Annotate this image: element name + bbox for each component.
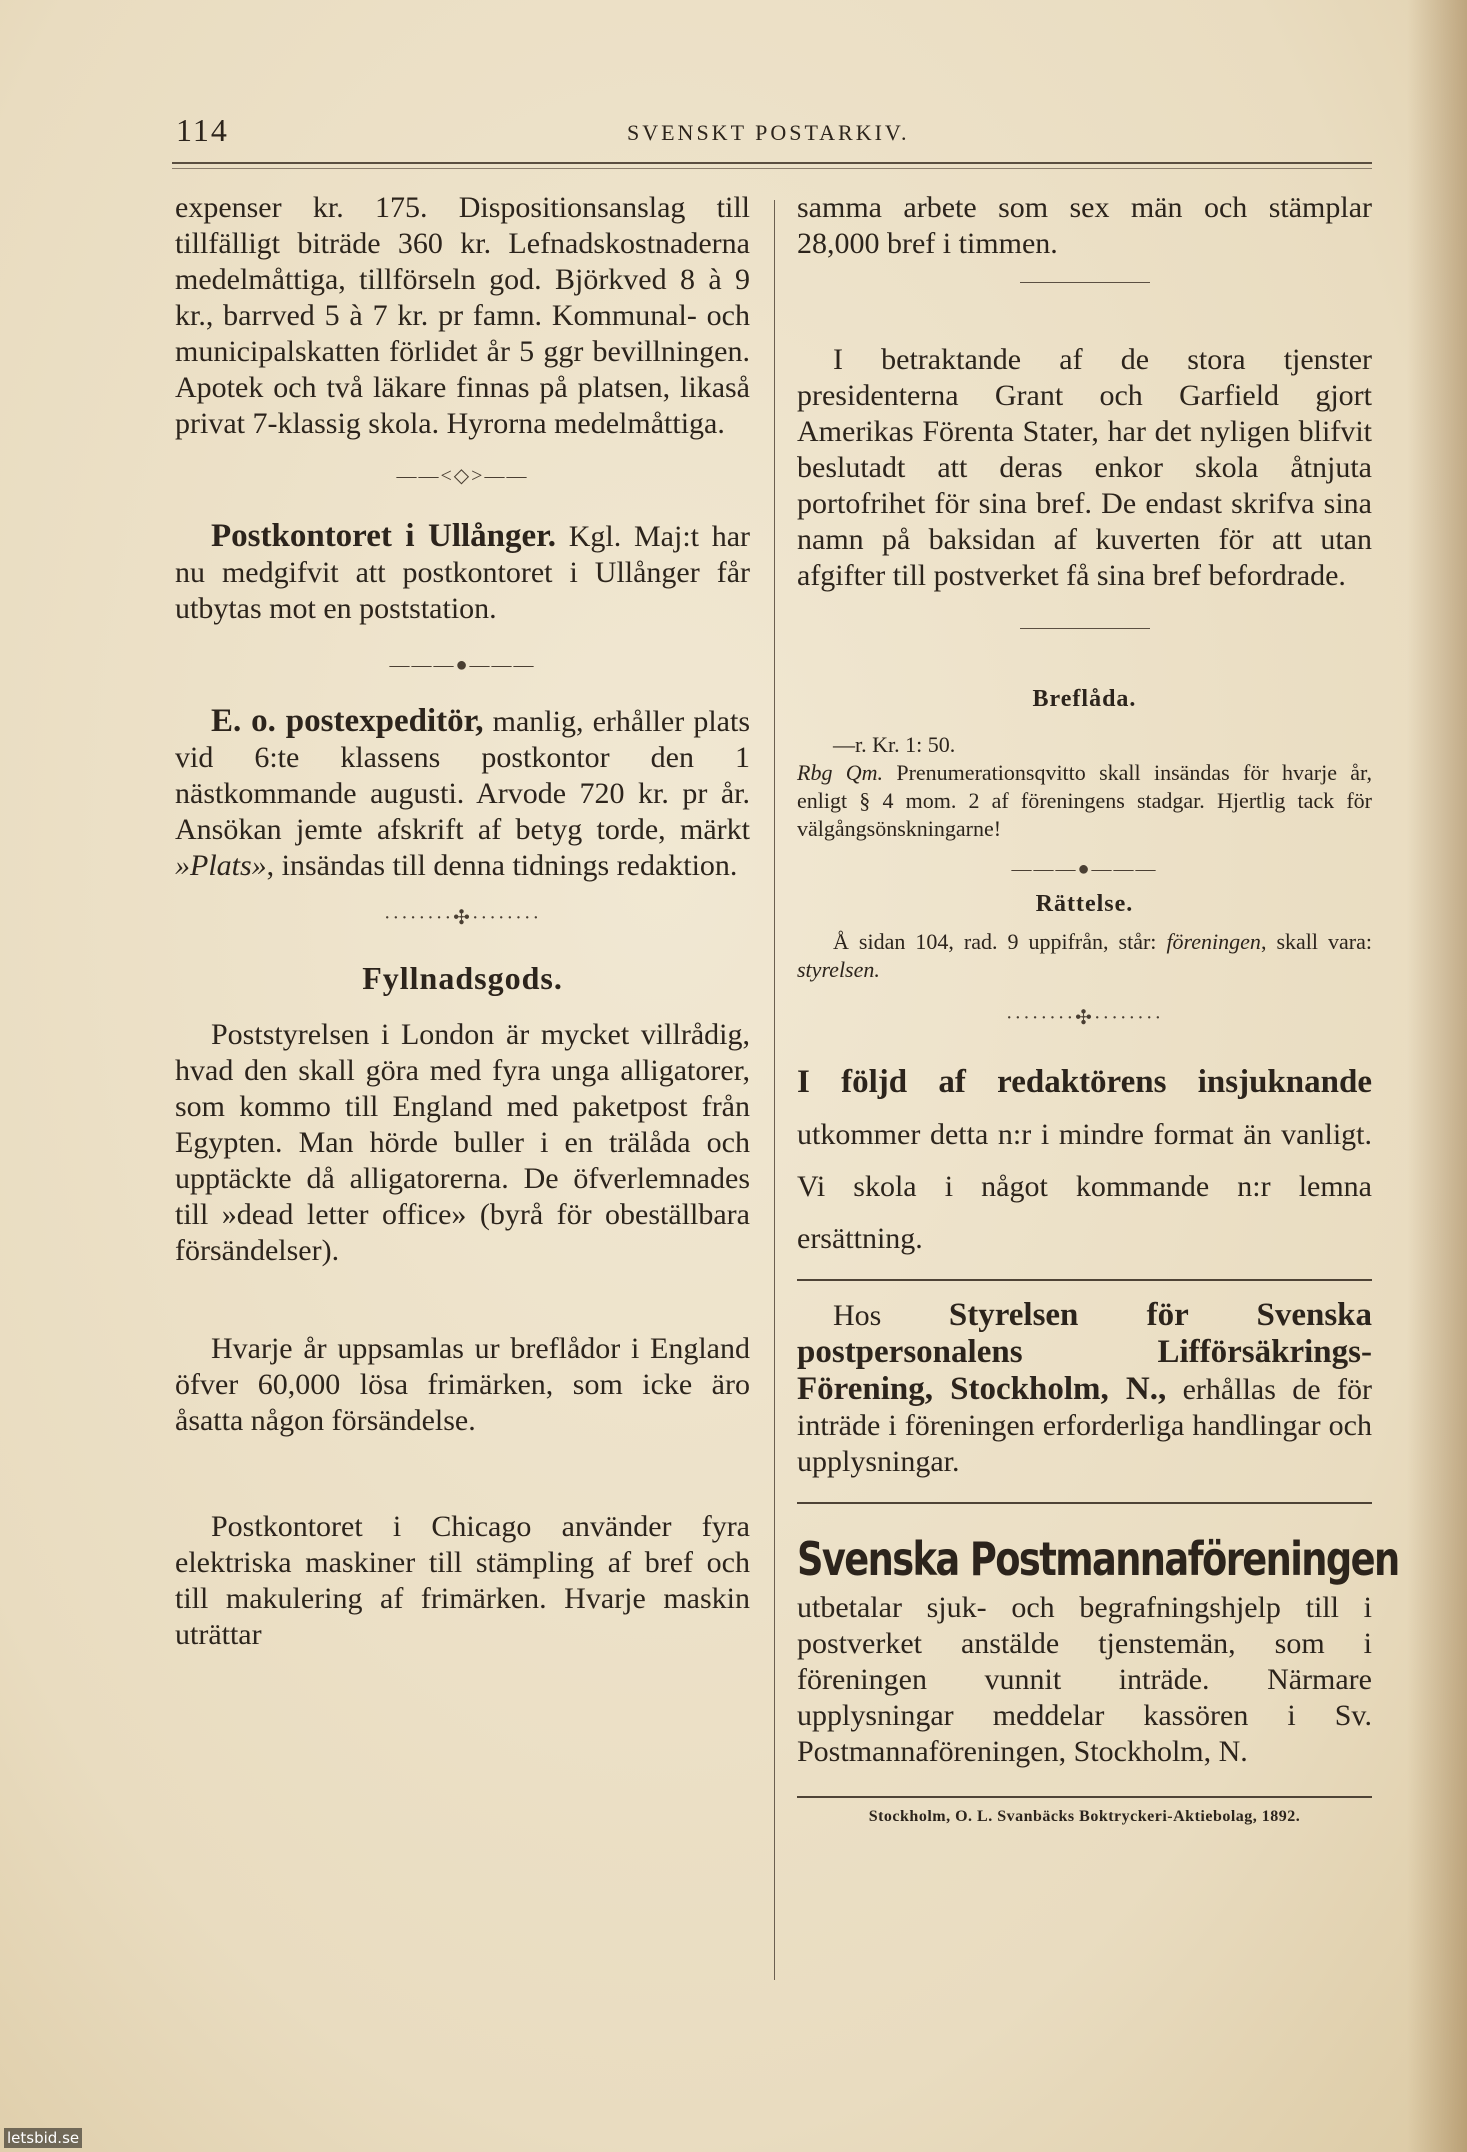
heading-fyllnadsgods: Fyllnadsgods. (362, 960, 563, 996)
header-rule-thin (172, 168, 1372, 169)
rattelse-text (797, 928, 1372, 984)
paragraph-expenses: expenser kr. 175. Dispositionsanslag till tillfälligt biträde 360 kr. Lefnadskostnaderna medelmåttiga, tillförseln god. Björkved 8 à 9 kr., barrved 5 à 7 kr. pr famn. Kommunal- och municipalskatten förlidet år 5 ggr bevillningen. Apotek och två läkare finnas på platsen, likaså privat 7-klassig skola. Hyrorna medelmåttiga. (175, 191, 750, 440)
notice-illness (797, 1056, 1372, 1265)
ornament-cross-2: ········✣········ (1005, 1007, 1164, 1029)
notice-illness-text: utkommer detta n:r i mindre format än vanligt. Vi skola i något kommande n:r lemna ersättning. (797, 1118, 1372, 1255)
column-divider (774, 200, 775, 1980)
separator-line-2 (797, 628, 1372, 678)
rule-before-hos (797, 1279, 1372, 1281)
paragraph-alligators: Poststyrelsen i London är mycket villrådig, hvad den skall göra med fyra unga alligatorer, som kommo till England med paketpost från Egypten. Man hörde buller i en trälåda och upptäckte då alligatorerna. De öfverlemnades till »dead letter office» (byrå för obeställbara försändelser). (175, 1018, 750, 1267)
article-postexpeditor-em: »Plats» (175, 849, 267, 882)
rattelse-text-b: , skall vara: (1260, 929, 1372, 954)
postmanna-text: utbetalar sjuk- och begrafningshjelp till i postverket anstälde tjenstemän, som i föreningen vunnit inträde. Närmare upplysningar meddelar kassören i Sv. Postmannaföreningen, Stockholm, N. (797, 1591, 1372, 1768)
breflada-line-1: —r. Kr. 1: 50. (833, 732, 956, 757)
notice-lifforsakring-a: Hos (833, 1299, 949, 1332)
article-postexpeditor-title: E. o. postexpeditör, (211, 703, 484, 739)
notice-illness-bold: I följd af redaktörens insjuknande (797, 1064, 1372, 1100)
page-number: 114 (176, 112, 229, 148)
paragraph-stamps: Hvarje år uppsamlas ur breflådor i England öfver 60,000 lösa frimärken, som icke äro åsatta någon försändelse. (175, 1332, 750, 1437)
breflada-rbg-label: Rbg Qm. (797, 760, 884, 785)
rattelse-em-2: styrelsen. (797, 957, 880, 982)
notice-lifforsakring-b: erhållas de för inträde i föreningen erforderliga handlingar och upplysningar. (797, 1373, 1372, 1478)
article-postexpeditor-text: manlig, erhåller plats vid 6:te klassens postkontor den 1 nästkommande augusti. Arvode 720 kr. pr år. Ansökan jemte afskrift af betyg torde, märkt (175, 705, 750, 846)
imprint: Stockholm, O. L. Svanbäcks Boktryckeri-Aktiebolag, 1892. (868, 1808, 1301, 1825)
postmanna-title-wrap (797, 1532, 1399, 1590)
breflada-rbg (797, 759, 1372, 843)
heading-breflada: Breflåda. (1032, 686, 1137, 712)
postmanna-title: Svenska Postmannaföreningen (797, 1532, 1399, 1586)
ornament-diamond: ——<◇>—— (396, 465, 529, 487)
paragraph-continuation: samma arbete som sex män och stämplar 28,000 bref i timmen. (797, 191, 1372, 260)
rule-before-postmanna (797, 1502, 1372, 1504)
page-edge-shadow (1407, 0, 1467, 2152)
rattelse-em-1: föreningen (1166, 929, 1261, 954)
paragraph-presidents: I betraktande af de stora tjenster presidenterna Grant och Garfield gjort Amerikas Förenta Stater, har det nyligen blifvit beslutadt att deras enkor skola åtnjuta portofrihet för sina bref. De endast skrifva sina namn på baksidan af kuverten för att utan afgifter till postverket få sina bref befordrade. (797, 343, 1372, 592)
notice-lifforsakring (797, 1297, 1372, 1480)
notice-lifforsakring-bold: Styrelsen för Svenska postpersonalens Lifförsäkrings-Förening, Stockholm, N., (797, 1297, 1373, 1407)
rattelse-text-a: Å sidan 104, rad. 9 uppifrån, står: (833, 929, 1167, 954)
rule-before-imprint (797, 1796, 1372, 1798)
article-postexpeditor (175, 703, 750, 884)
ornament-dot: ———●——— (389, 654, 536, 676)
ornament-cross: ········✣········ (383, 907, 542, 929)
right-column (797, 190, 1399, 1826)
article-postexpeditor-text-end: , insändas till denna tidnings redaktion. (266, 849, 738, 882)
left-column (175, 190, 750, 1653)
article-ullanger-title: Postkontoret i Ullånger. (211, 518, 557, 554)
breflada-rbg-text: Prenumerationsqvitto skall insändas för hvarje år, enligt § 4 mom. 2 af föreningens stadgar. Hjertlig tack för välgångsönskningarne! (797, 760, 1373, 841)
running-head (172, 112, 1372, 152)
heading-rattelse: Rättelse. (1035, 891, 1134, 917)
running-title: SVENSKT POSTARKIV. (627, 120, 910, 145)
article-ullanger (175, 518, 750, 627)
article-ullanger-text: Kgl. Maj:t har nu medgifvit att postkontoret i Ullånger får utbytas mot en poststation. (175, 520, 751, 625)
header-rule (172, 162, 1372, 164)
watermark: letsbid.se (4, 2128, 82, 2148)
separator-line-1 (797, 282, 1372, 322)
paragraph-chicago: Postkontoret i Chicago använder fyra elektriska maskiner till stämpling af bref och till makulering af frimärken. Hvarje maskin uträttar (175, 1510, 750, 1651)
ornament-dot-2: ———●——— (1011, 858, 1158, 880)
